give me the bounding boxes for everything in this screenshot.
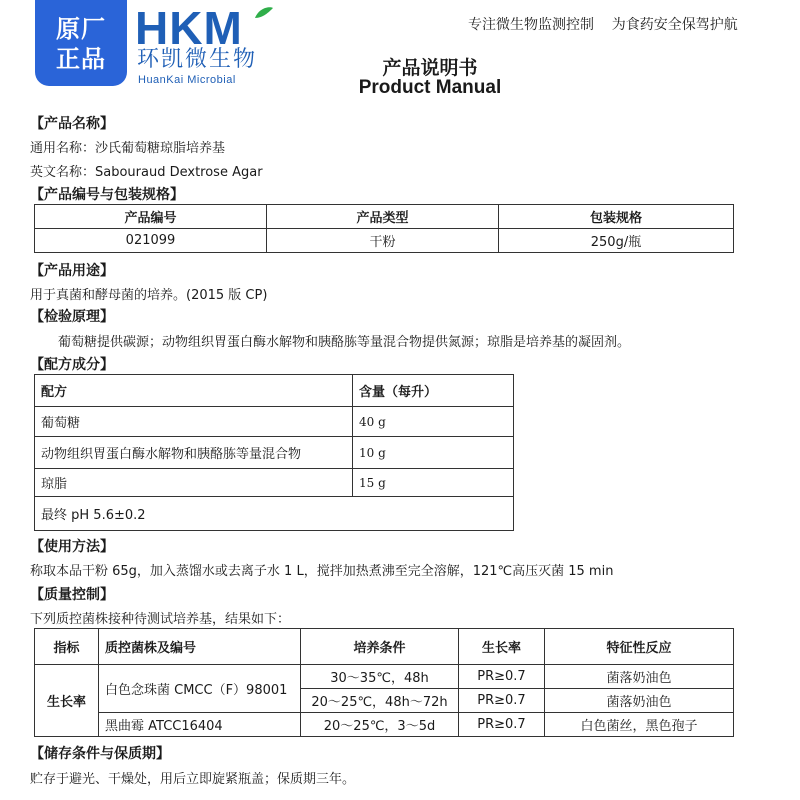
qc-header-indicator: 指标 xyxy=(35,629,99,665)
formula-table xyxy=(34,374,514,531)
leaf-icon xyxy=(253,6,275,20)
formula-ingredient: 葡萄糖 xyxy=(35,407,353,437)
formula-header-ingredient: 配方 xyxy=(35,375,353,407)
spec-header-package: 包装规格 xyxy=(499,205,734,229)
qc-header-rate: 生长率 xyxy=(459,629,545,665)
spec-header-code: 产品编号 xyxy=(35,205,267,229)
common-name: 通用名称：沙氏葡萄糖琼脂培养基 xyxy=(30,141,226,156)
formula-amount: 15 g xyxy=(353,469,514,497)
qc-table xyxy=(34,628,734,737)
formula-ingredient: 动物组织胃蛋白酶水解物和胰酪胨等量混合物 xyxy=(35,437,353,469)
formula-header-amount: 含量（每升） xyxy=(353,375,514,407)
qc-header-condition: 培养条件 xyxy=(301,629,459,665)
final-ph: 最终 pH 5.6±0.2 xyxy=(35,497,514,531)
english-name: 英文名称：Sabouraud Dextrose Agar xyxy=(30,165,263,180)
slogan: 专注微生物监测控制 为食药安全保驾护航 xyxy=(468,17,738,33)
spec-type: 干粉 xyxy=(267,229,499,253)
method-text: 称取本品干粉 65g，加入蒸馏水或去离子水 1 L，搅拌加热煮沸至完全溶解，121℃高压灭菌 15 min xyxy=(30,564,614,579)
section-heading-product-name: 【产品名称】 xyxy=(30,116,114,132)
qc-header-reaction: 特征性反应 xyxy=(545,629,734,665)
spec-code: 021099 xyxy=(35,229,267,253)
qc-indicator: 生长率 xyxy=(35,665,99,737)
section-heading-usage: 【产品用途】 xyxy=(30,263,114,279)
spec-header-type: 产品类型 xyxy=(267,205,499,229)
formula-ingredient: 琼脂 xyxy=(35,469,353,497)
qc-rate: PR≥0.7 xyxy=(459,713,545,737)
usage-text: 用于真菌和酵母菌的培养。(2015 版 CP) xyxy=(30,288,268,303)
qc-reaction: 白色菌丝，黑色孢子 xyxy=(545,713,734,737)
qc-condition: 30～35℃，48h xyxy=(301,665,459,689)
logo-chinese-name: 环凯微生物 xyxy=(137,47,258,72)
qc-rate: PR≥0.7 xyxy=(459,665,545,689)
page-title: 产品说明书 xyxy=(382,57,478,79)
section-heading-method: 【使用方法】 xyxy=(30,539,114,555)
principle-text: 葡萄糖提供碳源；动物组织胃蛋白酶水解物和胰酪胨等量混合物提供氮源；琼脂是培养基的凝固剂。 xyxy=(58,335,631,350)
section-heading-qc: 【质量控制】 xyxy=(30,587,114,603)
section-heading-formula: 【配方成分】 xyxy=(30,357,114,373)
storage-text: 贮存于避光、干燥处，用后立即旋紧瓶盖；保质期三年。 xyxy=(30,772,356,787)
section-heading-storage: 【储存条件与保质期】 xyxy=(30,746,170,762)
logo-english-name: HuanKai Microbial xyxy=(138,74,236,86)
qc-reaction: 菌落奶油色 xyxy=(545,665,734,689)
qc-condition: 20～25℃，48h～72h xyxy=(301,689,459,713)
badge-line-1: 原厂 xyxy=(56,15,106,43)
formula-amount: 10 g xyxy=(353,437,514,469)
section-heading-principle: 【检验原理】 xyxy=(30,309,114,325)
formula-amount: 40 g xyxy=(353,407,514,437)
logo-wordmark: HKM xyxy=(135,2,243,54)
qc-reaction: 菌落奶油色 xyxy=(545,689,734,713)
qc-intro: 下列质控菌株接种待测试培养基，结果如下： xyxy=(30,612,291,627)
qc-condition: 20～25℃，3～5d xyxy=(301,713,459,737)
qc-header-strain: 质控菌株及编号 xyxy=(99,629,301,665)
spec-table xyxy=(34,204,734,253)
qc-strain: 黑曲霉 ATCC16404 xyxy=(99,713,301,737)
badge-line-2: 正品 xyxy=(56,45,106,73)
spec-package: 250g/瓶 xyxy=(499,229,734,253)
page-title-english: Product Manual xyxy=(358,77,502,98)
section-heading-spec: 【产品编号与包装规格】 xyxy=(30,187,184,203)
qc-rate: PR≥0.7 xyxy=(459,689,545,713)
qc-strain: 白色念珠菌 CMCC（F）98001 xyxy=(99,665,301,713)
